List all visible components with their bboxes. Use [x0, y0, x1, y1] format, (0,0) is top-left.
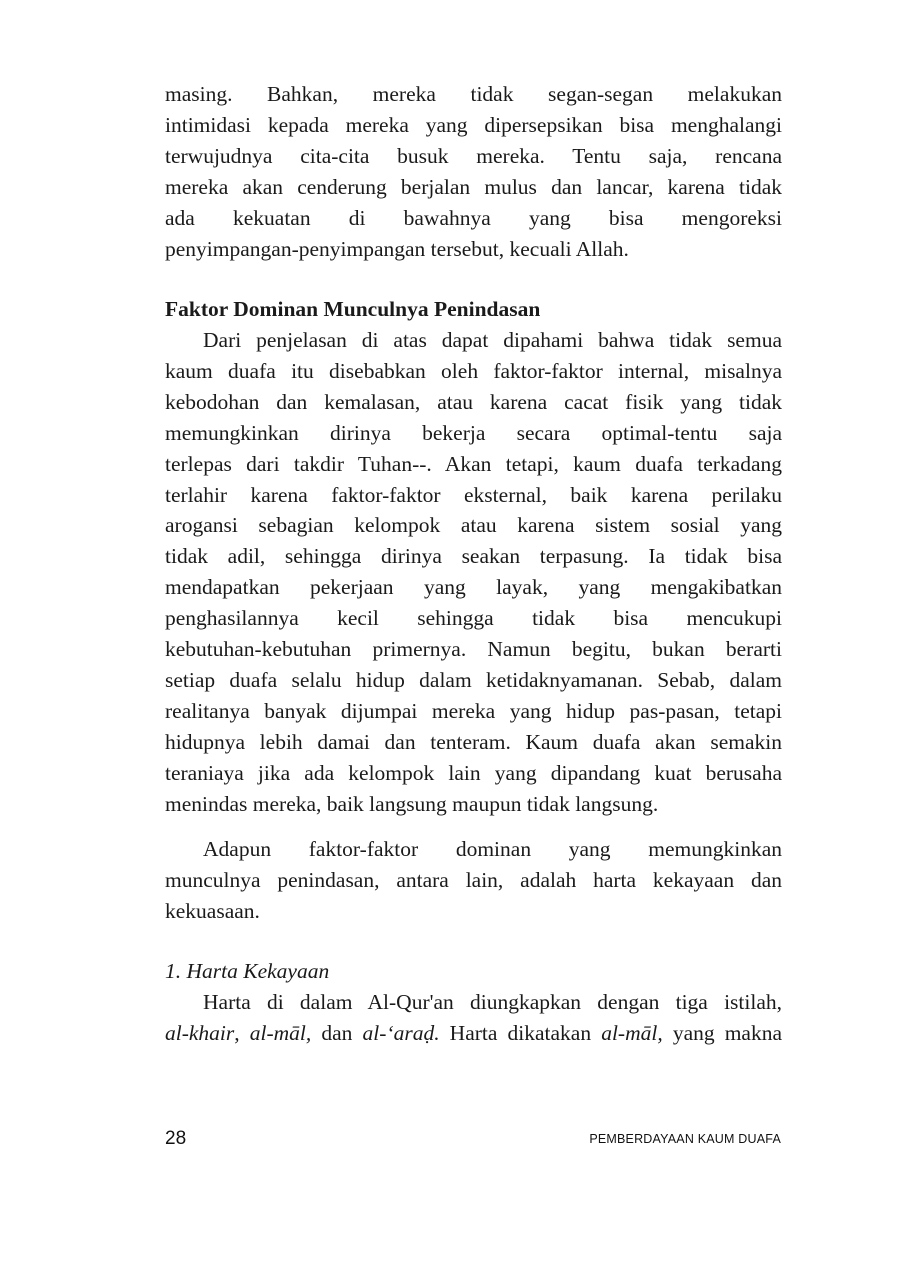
text-line: Adapun faktor-faktor dominan yang memungkinkan — [203, 837, 782, 861]
section-heading: Faktor Dominan Munculnya Penindasan — [165, 297, 541, 321]
term: al-khair — [165, 1020, 235, 1045]
text: yang makna — [662, 1020, 783, 1045]
text-line: penyimpangan-penyimpangan tersebut, kecuali Allah. — [165, 236, 629, 261]
term: al-ʻaraḍ. — [362, 1020, 440, 1045]
subheading: 1. Harta Kekayaan — [165, 959, 330, 983]
text-line: mendapatkan pekerjaan yang layak, yang mengakibatkan — [165, 575, 782, 600]
term: al-māl, — [249, 1020, 312, 1045]
text-line: intimidasi kepada mereka yang dipersepsikan bisa menghalangi — [165, 112, 782, 137]
paragraph-3 — [165, 834, 782, 927]
text-line: penghasilannya kecil sehingga tidak bisa mencukupi — [165, 606, 782, 631]
running-title: PEMBERDAYAAN KAUM DUAFA — [589, 1132, 781, 1146]
text-line: kaum duafa itu disebabkan oleh faktor-faktor internal, misalnya — [165, 358, 782, 383]
paragraph-2 — [165, 325, 782, 820]
text-line: teraniaya jika ada kelompok lain yang dipandang kuat berusaha — [165, 760, 782, 785]
term: al-māl, — [601, 1020, 663, 1045]
text-line: Harta di dalam Al-Qur'an diungkapkan dengan tiga istilah, — [203, 990, 782, 1014]
page-number: 28 — [165, 1128, 187, 1149]
text-line: tidak adil, sehingga dirinya seakan terpasung. Ia tidak bisa — [165, 544, 782, 569]
text-line: arogansi sebagian kelompok atau karena sistem sosial yang — [165, 513, 782, 538]
text-line: ada kekuatan di bawahnya yang bisa mengoreksi — [165, 205, 782, 230]
text-line: realitanya banyak dijumpai mereka yang hidup pas-pasan, tetapi — [165, 698, 782, 723]
text-line: terlepas dari takdir Tuhan--. Akan tetapi, kaum duafa terkadang — [165, 451, 782, 476]
paragraph-4 — [165, 987, 782, 1049]
text-line: setiap duafa selalu hidup dalam ketidaknyamanan. Sebab, dalam — [165, 667, 782, 692]
text: , — [234, 1020, 250, 1045]
text-line: munculnya penindasan, antara lain, adalah harta kekayaan dan — [165, 867, 782, 892]
text-line: kekuasaan. — [165, 898, 260, 923]
text-line: mereka akan cenderung berjalan mulus dan lancar, karena tidak — [165, 174, 782, 199]
text-line: terwujudnya cita-cita busuk mereka. Tentu saja, rencana — [165, 143, 782, 168]
text-line: masing. Bahkan, mereka tidak segan-segan melakukan — [165, 82, 782, 106]
text-line: hidupnya lebih damai dan tenteram. Kaum duafa akan semakin — [165, 729, 782, 754]
text: Harta dikatakan — [439, 1020, 602, 1045]
text: dan — [311, 1020, 363, 1045]
text-line: kebutuhan-kebutuhan primernya. Namun begitu, bukan berarti — [165, 637, 782, 662]
paragraph-1 — [165, 79, 782, 264]
text-line — [165, 1018, 782, 1049]
text-line: terlahir karena faktor-faktor eksternal, baik karena perilaku — [165, 482, 782, 507]
text-line: kebodohan dan kemalasan, atau karena cacat fisik yang tidak — [165, 389, 782, 414]
text-line: Dari penjelasan di atas dapat dipahami bahwa tidak semua — [203, 328, 782, 352]
text-line: memungkinkan dirinya bekerja secara optimal-tentu saja — [165, 420, 782, 445]
text-line: menindas mereka, baik langsung maupun tidak langsung. — [165, 791, 659, 816]
